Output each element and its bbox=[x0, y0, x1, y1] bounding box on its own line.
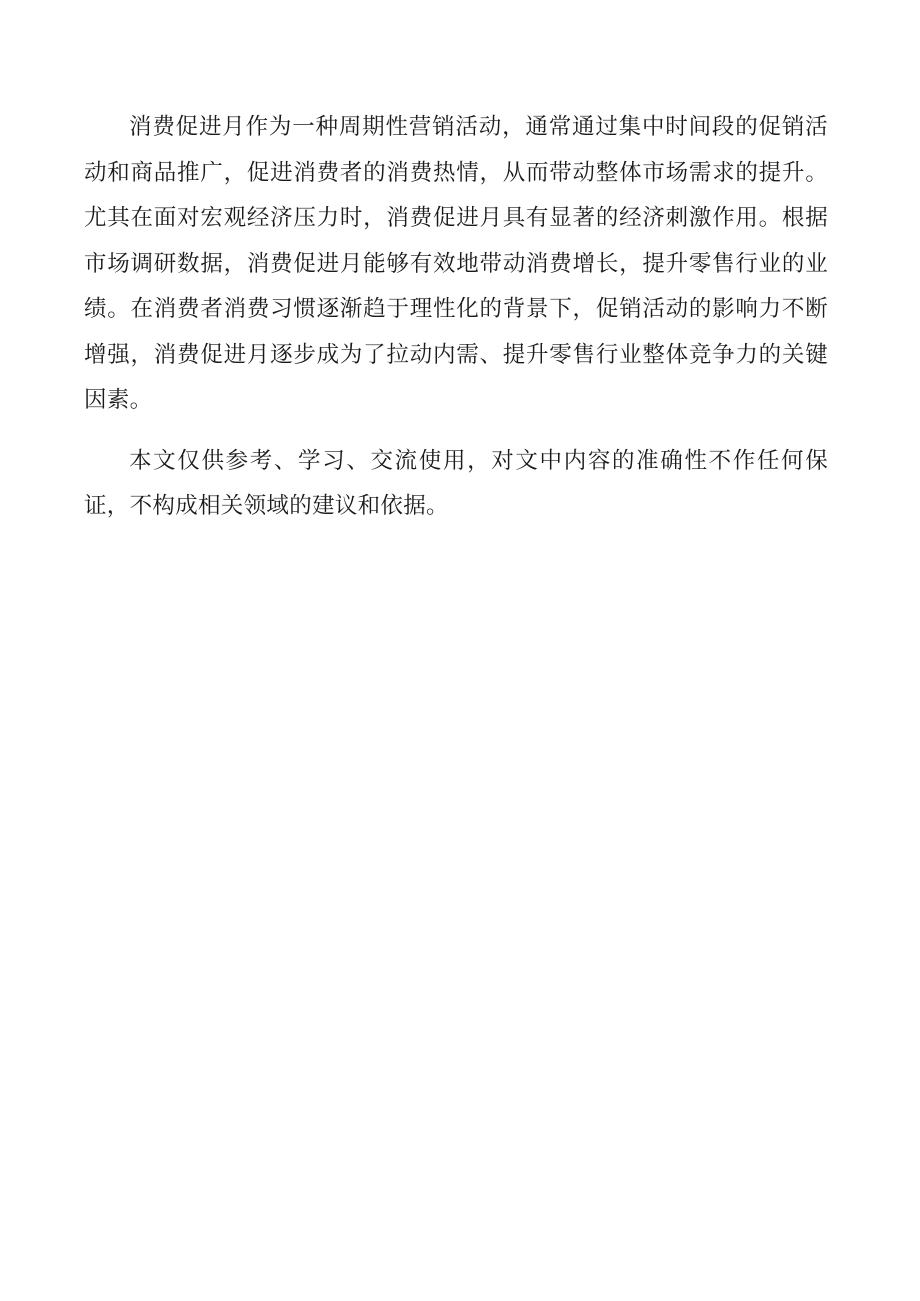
disclaimer-paragraph: 本文仅供参考、学习、交流使用，对文中内容的准确性不作任何保证，不构成相关领域的建议和依据。 bbox=[84, 447, 828, 519]
body-paragraph-consumption-month: 消费促进月作为一种周期性营销活动，通常通过集中时间段的促销活动和商品推广，促进消费者的消费热情，从而带动整体市场需求的提升。尤其在面对宏观经济压力时，消费促进月具有显著的经济刺激作用。根据市场调研数据，消费促进月能够有效地带动消费增长，提升零售行业的业绩。在消费者消费习惯逐渐趋于理性化的背景下，促销活动的影响力不断增强，消费促进月逐步成为了拉动内需、提升零售行业整体竞争力的关键因素。 bbox=[84, 114, 828, 413]
document-body bbox=[84, 105, 828, 530]
